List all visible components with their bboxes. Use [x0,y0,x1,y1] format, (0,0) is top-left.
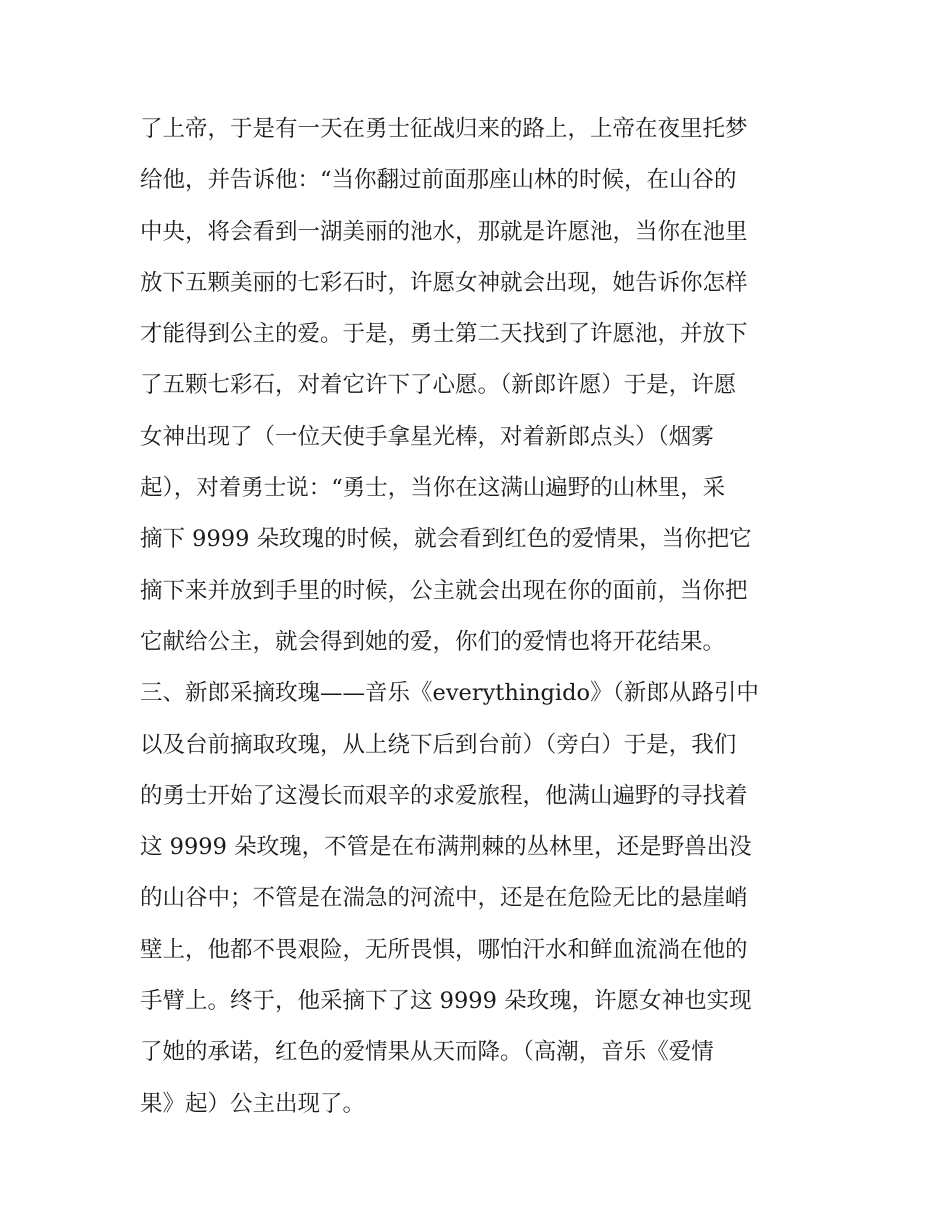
text-line-9: 摘下 9999 朵玫瑰的时候，就会看到红色的爱情果，当你把它 [140,526,752,553]
text-line-20: 果》起）公主出现了。 [140,1090,366,1117]
text-line-18: 手臂上。终于，他采摘下了这 9999 朵玫瑰，许愿女神也实现 [140,988,752,1015]
text-line-7: 女神出现了（一位天使手拿星光棒，对着新郎点头）（烟雾 [140,423,714,450]
text-line-15: 这 9999 朵玫瑰，不管是在布满荆棘的丛林里，还是野兽出没 [140,834,752,861]
body-text [140,104,820,1130]
text-line-10: 摘下来并放到手里的时候，公主就会出现在你的面前，当你把 [140,577,748,604]
text-line-19: 了她的承诺，红色的爱情果从天而降。（高潮，音乐《爱情 [140,1039,714,1066]
text-line-14: 的勇士开始了这漫长而艰辛的求爱旅程，他满山遍野的寻找着 [140,782,748,809]
text-line-6: 了五颗七彩石，对着它许下了心愿。（新郎许愿）于是，许愿 [140,372,737,399]
text-line-1: 了上帝，于是有一天在勇士征战归来的路上，上帝在夜里托梦 [140,116,748,142]
text-line-12: 三、新郎采摘玫瑰——音乐《everythingido》（新郎从路引中 [140,680,759,707]
text-line-2: 给他，并告诉他：“当你翻过前面那座山林的时候，在山谷的 [140,167,737,194]
text-line-8: 起），对着勇士说：“勇士，当你在这满山遍野的山林里，采 [140,475,726,502]
text-line-17: 壁上，他都不畏艰险，无所畏惧，哪怕汗水和鲜血流淌在他的 [140,936,748,963]
text-line-11: 它献给公主，就会得到她的爱，你们的爱情也将开花结果。 [140,628,726,655]
text-line-13: 以及台前摘取玫瑰，从上绕下后到台前）（旁白）于是，我们 [140,731,737,758]
text-line-5: 才能得到公主的爱。于是，勇士第二天找到了许愿池，并放下 [140,321,748,348]
text-line-3: 中央，将会看到一湖美丽的池水，那就是许愿池，当你在池里 [140,218,748,245]
text-line-16: 的山谷中；不管是在湍急的河流中，还是在危险无比的悬崖峭 [140,885,748,912]
text-line-4: 放下五颗美丽的七彩石时，许愿女神就会出现，她告诉你怎样 [140,269,748,296]
